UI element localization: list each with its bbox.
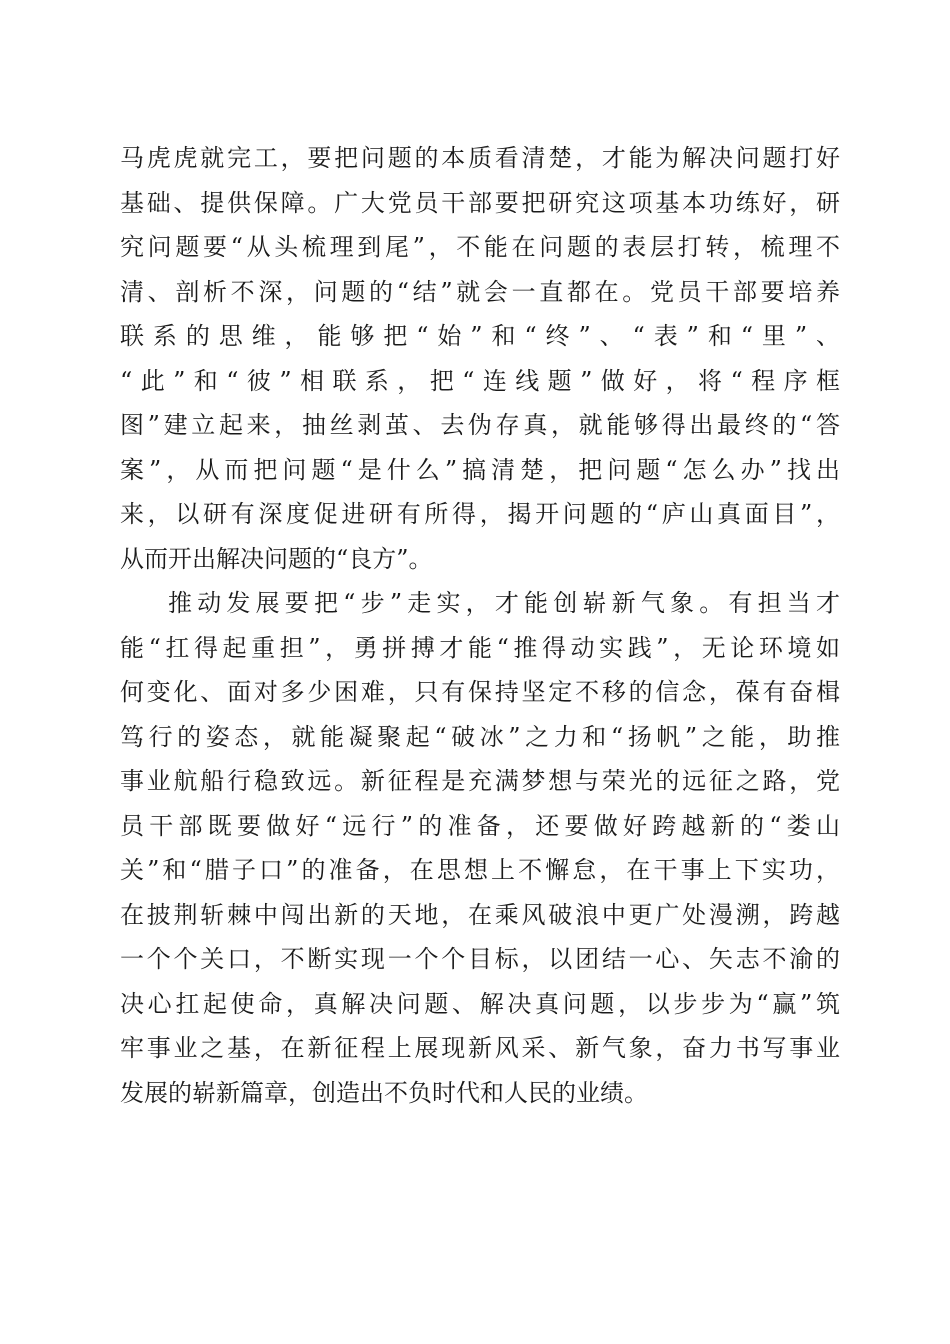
text-line: 一个个关口，不断实现一个个目标，以团结一心、矢志不渝的 (120, 945, 840, 973)
text-line: 员干部既要做好“远行”的准备，还要做好跨越新的“娄山 (120, 811, 840, 840)
text-line: 何变化、面对多少困难，只有保持坚定不移的信念，葆有奋楫 (120, 678, 840, 706)
paragraph-2 (120, 581, 840, 1115)
text-line: 关”和“腊子口”的准备，在思想上不懈怠，在干事上下实功， (120, 856, 840, 884)
text-line: 马虎虎就完工，要把问题的本质看清楚，才能为解决问题打好 (120, 144, 840, 172)
text-line: 图”建立起来，抽丝剥茧、去伪存真，就能够得出最终的“答 (120, 411, 840, 439)
text-line: 牢事业之基，在新征程上展现新风采、新气象，奋力书写事业 (120, 1034, 840, 1062)
document-body (120, 136, 840, 1115)
text-line: 推动发展要把“步”走实，才能创崭新气象。有担当才 (168, 589, 840, 617)
text-line: 能“扛得起重担”，勇拼搏才能“推得动实践”，无论环境如 (120, 633, 840, 662)
text-line: 发展的崭新篇章，创造出不负时代和人民的业绩。 (120, 1078, 648, 1107)
text-line: 联系的思维，能够把“始”和“终”、“表”和“里”、 (120, 322, 840, 350)
text-line: 清、剖析不深，问题的“结”就会一直都在。党员干部要培养 (120, 277, 840, 306)
text-line: 基础、提供保障。广大党员干部要把研究这项基本功练好，研 (120, 188, 840, 217)
text-line: 究问题要“从头梳理到尾”，不能在问题的表层打转，梳理不 (120, 233, 840, 261)
text-line: “此”和“彼”相联系，把“连线题”做好，将“程序框 (120, 366, 840, 395)
text-line: 案”，从而把问题“是什么”搞清楚，把问题“怎么办”找出 (120, 455, 840, 484)
text-line: 笃行的姿态，就能凝聚起“破冰”之力和“扬帆”之能，助推 (120, 722, 840, 751)
text-line: 事业航船行稳致远。新征程是充满梦想与荣光的远征之路，党 (120, 767, 840, 795)
text-line: 来，以研有深度促进研有所得，揭开问题的“庐山真面目”， (120, 500, 840, 528)
text-line: 从而开出解决问题的“良方”。 (120, 544, 433, 573)
text-line: 在披荆斩棘中闯出新的天地，在乘风破浪中更广处漫溯，跨越 (120, 900, 840, 929)
text-line: 决心扛起使命，真解决问题、解决真问题，以步步为“赢”筑 (120, 989, 840, 1018)
paragraph-1 (120, 136, 840, 581)
